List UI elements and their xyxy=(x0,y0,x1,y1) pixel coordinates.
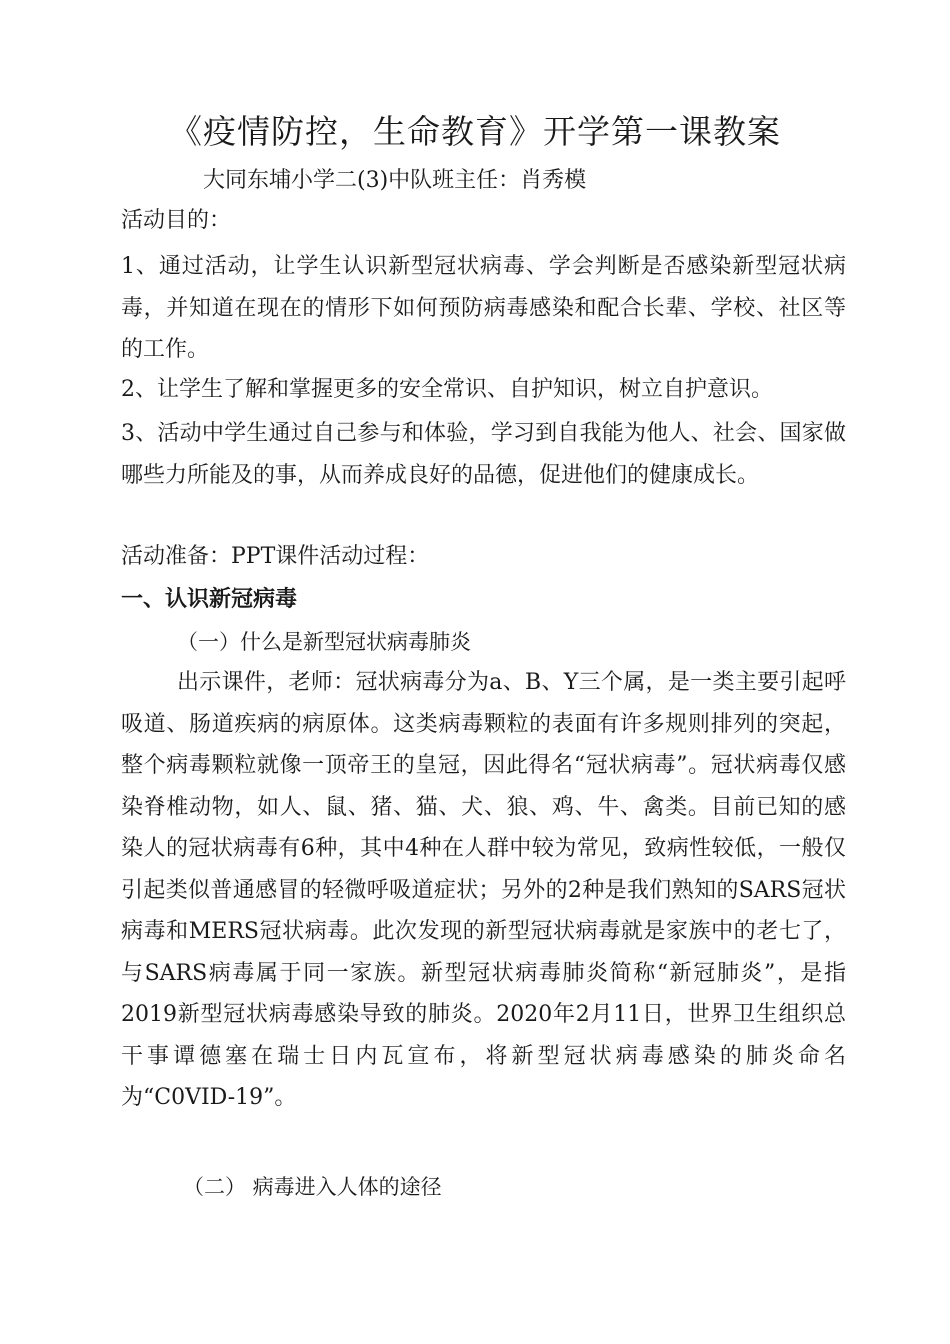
subsection-heading-2: （二） 病毒进入人体的途径 xyxy=(183,1175,442,1199)
goal-heading: 活动目的： xyxy=(121,208,232,233)
section-heading-1: 一、认识新冠病毒 xyxy=(121,587,298,612)
subsection-heading-1: （一）什么是新型冠状病毒肺炎 xyxy=(177,630,471,654)
goal-item-1: 1、通过活动，让学生认识新型冠状病毒、学会判断是否感染新型冠状病毒，并知道在现在的情形下如何预防病毒感染和配合长辈、学校、社区等的工作。 xyxy=(121,254,846,362)
goal-item-2: 2、让学生了解和掌握更多的安全常识、自护知识，树立自护意识。 xyxy=(121,377,773,402)
prep-line: 活动准备：PPT课件活动过程： xyxy=(121,544,430,569)
goal-item-3: 3、活动中学生通过自己参与和体验，学习到自我能为他人、社会、国家做哪些力所能及的事，从而养成良好的品德，促进他们的健康成长。 xyxy=(121,421,846,488)
document-title: 《疫情防控，生命教育》开学第一课教案 xyxy=(169,112,781,151)
author-line: 大同东埔小学二(3)中队班主任：肖秀模 xyxy=(203,168,587,193)
body-paragraph: 出示课件，老师：冠状病毒分为a、B、Y三个属，是一类主要引起呼吸道、肠道疾病的病原体。这类病毒颗粒的表面有许多规则排列的突起，整个病毒颗粒就像一顶帝王的皇冠，因此得名“冠状病毒”。冠状病毒仅感染脊椎动物，如人、鼠、猪、猫、犬、狼、鸡、牛、禽类。目前已知的感染人的冠状病毒有6种，其中4种在人群中较为常见，致病性较低，一般仅引起类似普通感冒的轻微呼吸道症状；另外的2种是我们熟知的SARS冠状病毒和MERS冠状病毒。此次发现的新型冠状病毒就是家族中的老七了，与SARS病毒属于同一家族。新型冠状病毒肺炎简称“新冠肺炎”，是指2019新型冠状病毒感染导致的肺炎。2020年2月11日，世界卫生组织总干事谭德塞在瑞士日内瓦宣布，将新型冠状病毒感染的肺炎命名为“C0VID-19”。 xyxy=(121,670,846,1110)
